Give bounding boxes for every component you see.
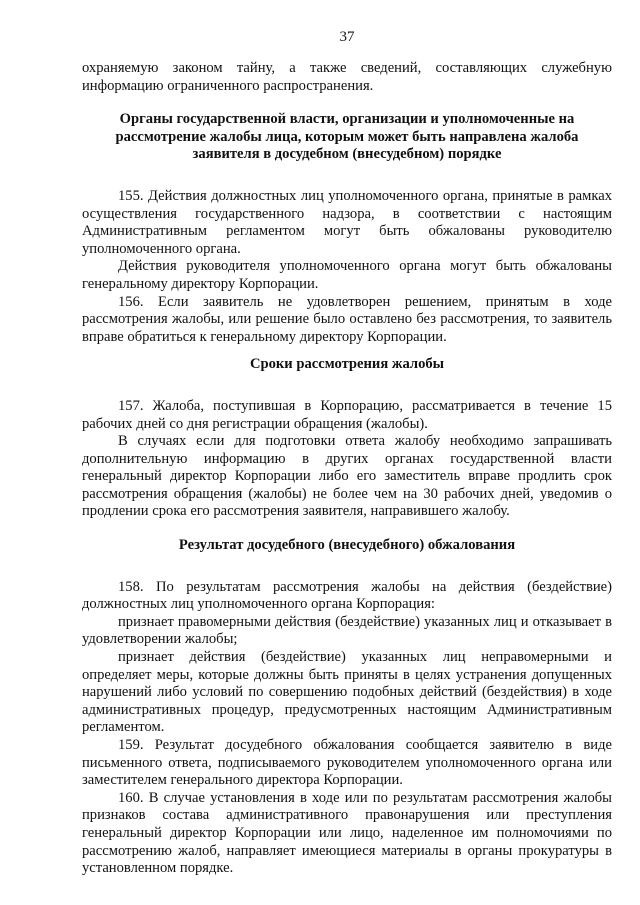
spacer — [82, 164, 612, 188]
paragraph-157-extension: В случаях если для подготовки ответа жалобу необходимо запрашивать дополнительную информацию в других органах государственной власти генеральный директор Корпорации либо его заместитель вправе продлить срок рассмотрения обращения (жалобы) не более чем на 30 рабочих дней, уведомив о продлении срока его рассмотрения заявителя, направившего жалобу. — [82, 433, 612, 520]
paragraph-158-option-lawful: признает правомерными действия (бездействие) указанных лиц и отказывает в удовлетворении жалобы; — [82, 613, 612, 648]
spacer — [82, 374, 612, 398]
section-heading-review-terms: Сроки рассмотрения жалобы — [249, 356, 445, 373]
paragraph-157: 157. Жалоба, поступившая в Корпорацию, рассматривается в течение 15 рабочих дней со дня регистрации обращения (жалобы). — [82, 397, 612, 432]
paragraph-155-continuation: Действия руководителя уполномоченного органа могут быть обжалованы генеральному директору Корпорации. — [82, 258, 612, 292]
page-number: 37 — [339, 29, 355, 45]
section-heading-appeal-bodies: Органы государственной власти, организации и уполномоченные на рассмотрение жалобы лица, которым может быть направлена жалоба заявителя в досудебном (внесудебном) порядке — [115, 111, 579, 163]
paragraph-156: 156. Если заявитель не удовлетворен решением, принятым в ходе рассмотрения жалобы, или решение было оставлено без рассмотрения, то заявитель вправе обратиться к генеральному директору Корпорации. — [82, 293, 612, 345]
section-heading-appeal-result: Результат досудебного (внесудебного) обжалования — [178, 537, 516, 554]
spacer — [82, 95, 612, 111]
paragraph-158-option-unlawful: признает действия (бездействие) указанных лиц неправомерными и определяет меры, которые должны быть приняты в целях устранения допущенных нарушений либо условий по совершению подобных действий (бездействия) в ходе административных процедур, предусмотренных настоящим Административным регламентом. — [82, 649, 612, 736]
intro-paragraph: охраняемую законом тайну, а также сведений, составляющих служебную информацию ограниченного распространения. — [82, 60, 612, 94]
spacer — [82, 346, 612, 356]
paragraph-155: 155. Действия должностных лиц уполномоченного органа, принятые в рамках осуществления государственного надзора, в соответствии с настоящим Административным регламентом могут быть обжалованы руководителю уполномоченного органа. — [82, 187, 612, 257]
paragraph-160: 160. В случае установления в ходе или по результатам рассмотрения жалобы признаков состава административного правонарушения или преступления генеральный директор Корпорации или лицо, наделенное им полномочиями по рассмотрению жалоб, направляет имеющиеся материалы в органы прокуратуры в установленном порядке. — [82, 789, 612, 877]
paragraph-158: 158. По результатам рассмотрения жалобы на действия (бездействие) должностных лиц уполномоченного органа Корпорация: — [82, 578, 612, 613]
spacer — [82, 521, 612, 537]
spacer — [82, 555, 612, 579]
paragraph-159: 159. Результат досудебного обжалования сообщается заявителю в виде письменного ответа, подписываемого руководителем уполномоченного органа или заместителем генерального директора Корпорации. — [82, 737, 612, 789]
